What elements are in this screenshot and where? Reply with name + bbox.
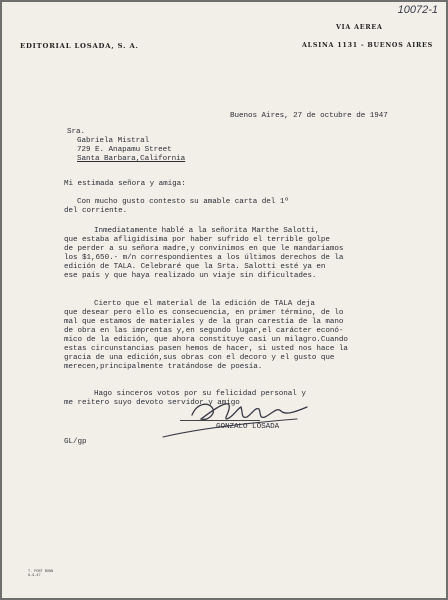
closing-line1: Hago sinceros votos por su felicidad personal y <box>94 390 306 398</box>
archive-annotation: 10072-1 <box>397 4 438 16</box>
para2-line3: de perder a su señora madre,y convinimos en que le mandaríamos <box>64 245 344 253</box>
letter-page <box>2 2 446 598</box>
para2-line2: que estaba afligidísima por haber sufrido el terrible golpe <box>64 236 330 244</box>
handwritten-signature <box>157 385 347 445</box>
para2-line1: Inmediatamente hablé a la señorita Marthe Salotti, <box>94 227 320 235</box>
para3-line4: de obra en las imprentas y,en segundo lugar,el carácter econó- <box>64 327 344 335</box>
signatory-name: GONZALO LOSADA <box>216 423 280 431</box>
para3-line5: mico de la edición, que ahora constituye casi un milagro.Cuando <box>64 336 348 344</box>
para2-line5: edición de TALA. Celebraré que la Srta. Salotti esté ya en <box>64 263 326 271</box>
greeting: Mi estimada señora y amiga: <box>64 180 186 188</box>
recipient-street: 729 E. Anapamu Street <box>77 146 172 154</box>
reference-initials: GL/gp <box>64 438 87 446</box>
closing-line2: me reitero suyo devoto servidor y amigo <box>64 399 240 407</box>
company-address: ALSINA 1131 - BUENOS AIRES <box>302 42 433 49</box>
para3-line8: merecen,principalmente tratándose de poesía. <box>64 363 263 371</box>
signature-line <box>180 420 260 421</box>
letter-date: Buenos Aires, 27 de octubre de 1947 <box>230 112 388 120</box>
para2-line4: los $1,650.- m/n correspondientes a los últimos derechos de la <box>64 254 344 262</box>
para3-line7: gracia de una edición,sus obras con el decoro y el gusto que <box>64 354 335 362</box>
via-aerea-label: VIA AEREA <box>336 24 383 31</box>
recipient-salutation: Sra. <box>67 128 86 136</box>
recipient-name: Gabriela Mistral <box>77 137 150 145</box>
para3-line3: mal que estamos de materiales y de la gran carestía de la mano <box>64 318 344 326</box>
printer-stamp: T. PORT BONN 8-9-47 <box>28 570 54 578</box>
para1-line2: del corriente. <box>64 207 128 215</box>
para3-line1: Cierto que el material de la edición de TALA deja <box>94 300 315 308</box>
company-name: EDITORIAL LOSADA, S. A. <box>20 42 139 50</box>
para3-line2: que desear pero ello es consecuencia, en primer término, de lo <box>64 309 344 317</box>
para3-line6: estas circunstancias pasen hemos de hacer, si usted nos hace la <box>64 345 348 353</box>
para1-line1: Con mucho gusto contesto su amable carta del 1º <box>77 198 289 206</box>
para2-line6: ese país y que haya realizado un viaje sin dificultades. <box>64 272 317 280</box>
recipient-city: Santa Barbara,California <box>77 155 186 163</box>
